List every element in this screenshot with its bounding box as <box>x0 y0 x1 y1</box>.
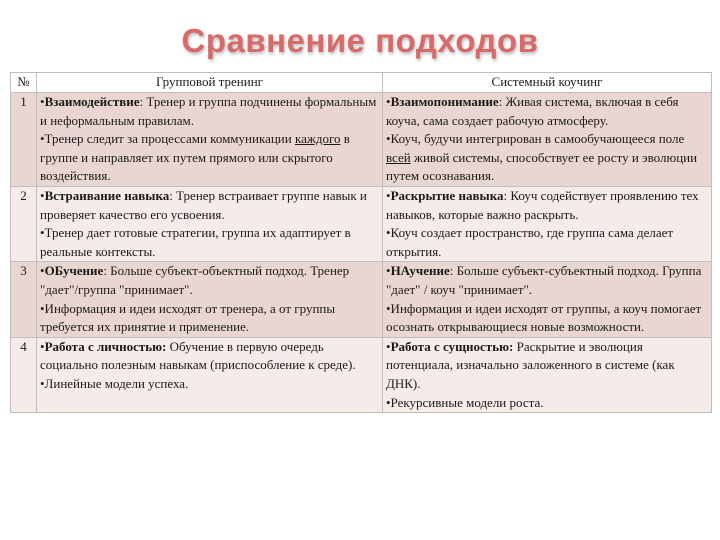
cell-paragraph: •Взаимодействие: Тренер и группа подчинены формальным и неформальным правилам. <box>40 94 377 128</box>
cell-paragraph: •Коуч создает пространство, где группа сама делает открытия. <box>386 225 674 259</box>
table-row <box>11 186 712 261</box>
table-row <box>11 337 712 412</box>
cell-text: Раскрытие и эволюция потенциала, изначально заложенного в системе (как ДНК). <box>386 338 675 391</box>
cell-paragraph: •Встраивание навыка: Тренер встраивает группе навык и проверяет качество его усвоения. <box>40 187 367 222</box>
cell-label: ОБучение <box>44 263 104 279</box>
coaching-cell <box>383 262 712 337</box>
coaching-cell <box>383 186 712 261</box>
cell-paragraph: •Рекурсивные модели роста. <box>386 394 544 410</box>
coaching-cell <box>383 93 712 187</box>
training-cell <box>37 337 383 412</box>
cell-paragraph: •Работа с личностью: Обучение в первую очередь социально полезным навыкам (приспособление к среде). <box>40 338 356 373</box>
cell-text: : Живая система, включая в себя коуча, сама создает рабочую атмосферу. <box>386 94 679 128</box>
cell-label: Раскрытие навыка <box>390 187 504 203</box>
cell-text: : Больше субъект-субъектный подход. Группа "дает" / коуч "принимает". <box>386 263 702 297</box>
cell-label: НАучение <box>390 263 450 279</box>
cell-text: •Коуч, будучи интегрирован в самообучающееся поле <box>386 131 685 147</box>
training-cell <box>37 186 383 261</box>
training-cell <box>37 93 383 187</box>
cell-paragraph: •Раскрытие навыка: Коуч содействует проявлению тех навыков, которые важно раскрыть. <box>386 187 699 222</box>
underlined-word: всей <box>386 149 411 165</box>
cell-text: : Тренер и группа подчинены формальным и неформальным правилам. <box>40 94 377 128</box>
cell-text: : Больше субъект-объектный подход. Тренер "дает"/группа "принимает". <box>40 263 350 297</box>
header-group-training: Групповой тренинг <box>37 73 383 93</box>
row-number: 2 <box>11 186 37 261</box>
cell-text: живой системы, способствует ее росту и эволюции путем осознавания. <box>386 149 698 184</box>
cell-paragraph: •Линейные модели успеха. <box>40 375 189 391</box>
cell-paragraph: •Взаимопонимание: Живая система, включая в себя коуча, сама создает рабочую атмосферу. <box>386 94 679 128</box>
row-number: 4 <box>11 337 37 412</box>
cell-paragraph: •Информация и идеи исходят от группы, а коуч помогает осознать открывающиеся новые возможности. <box>386 300 702 335</box>
coaching-cell <box>383 337 712 412</box>
header-number: № <box>11 73 37 93</box>
cell-paragraph <box>40 130 379 186</box>
cell-paragraph <box>386 130 708 186</box>
table-row <box>11 93 712 187</box>
cell-paragraph: •Тренер дает готовые стратегии, группа их адаптирует в реальные контексты. <box>40 225 351 259</box>
cell-text: : Коуч содействует проявлению тех навыков, которые важно раскрыть. <box>386 187 699 222</box>
header-system-coaching: Системный коучинг <box>383 73 712 93</box>
underlined-word: каждого <box>294 131 341 147</box>
training-cell <box>37 262 383 337</box>
slide-title: Сравнение подходов <box>181 22 539 59</box>
row-number: 1 <box>11 93 37 187</box>
cell-text: : Тренер встраивает группе навык и проверяет качество его усвоения. <box>40 187 367 222</box>
cell-text: в группе и направляет их путем прямого или скрытого воздействия. <box>40 131 350 184</box>
cell-label: Взаимопонимание <box>390 94 499 109</box>
comparison-table <box>10 72 712 413</box>
cell-label: Работа с личностью: <box>44 338 167 354</box>
cell-label: Работа с сущностью: <box>390 338 514 354</box>
cell-label: Взаимодействие <box>44 94 140 109</box>
cell-paragraph: •ОБучение: Больше субъект-объектный подход. Тренер "дает"/группа "принимает". <box>40 263 350 297</box>
cell-text: •Тренер следит за процессами коммуникации <box>40 131 295 147</box>
cell-label: Встраивание навыка <box>44 187 170 203</box>
row-number: 3 <box>11 262 37 337</box>
cell-paragraph: •НАучение: Больше субъект-субъектный подход. Группа "дает" / коуч "принимает". <box>386 263 702 297</box>
header-row <box>11 73 712 93</box>
cell-paragraph: •Информация и идеи исходят от тренера, а от группы требуется их принятие и применение. <box>40 300 336 335</box>
table-row <box>11 262 712 337</box>
cell-paragraph: •Работа с сущностью: Раскрытие и эволюция потенциала, изначально заложенного в системе (как ДНК). <box>386 338 675 391</box>
cell-text: Обучение в первую очередь социально полезным навыкам (приспособление к среде). <box>40 338 356 373</box>
